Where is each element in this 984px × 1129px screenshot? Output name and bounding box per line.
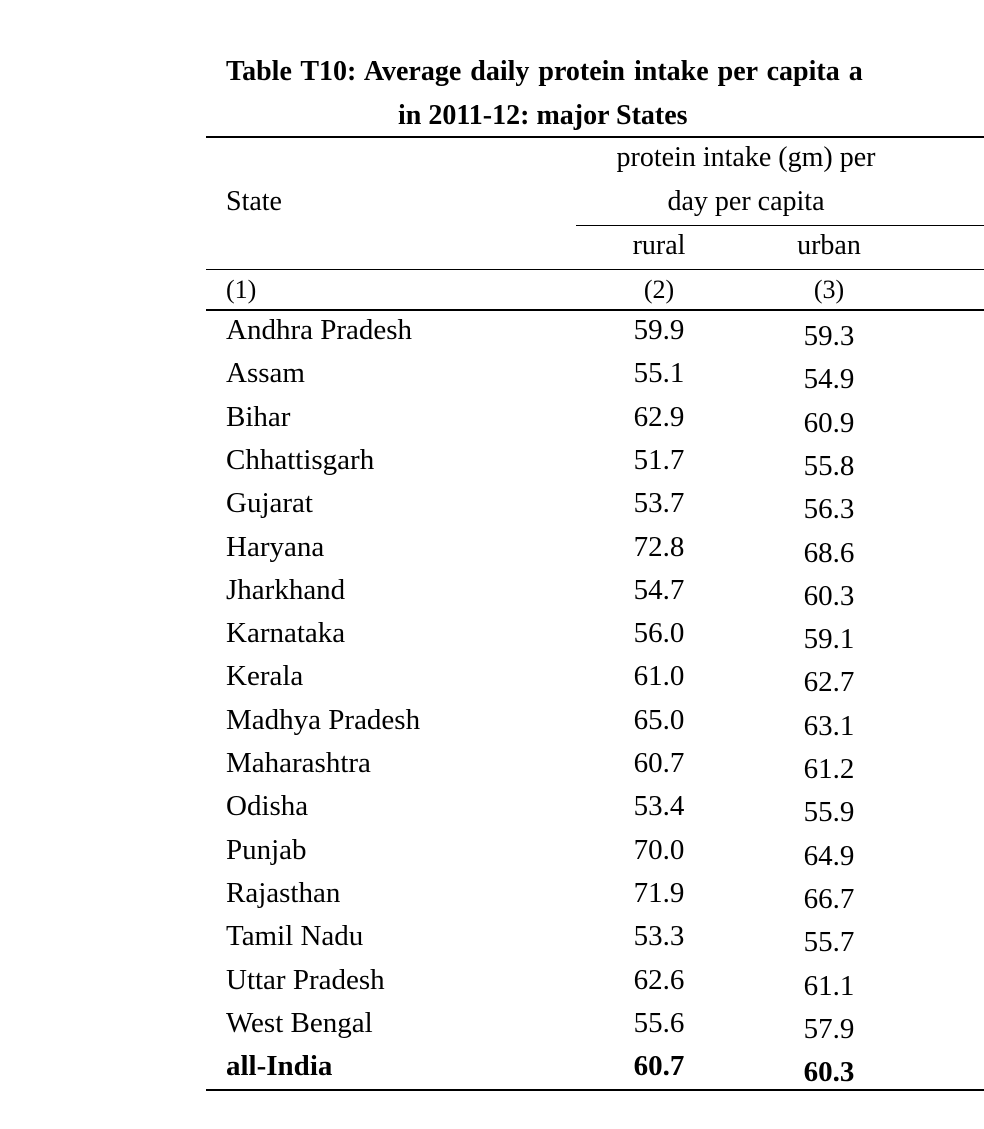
table-row xyxy=(0,700,984,743)
cell-urban: 59.3 xyxy=(803,320,855,352)
cell-state: Tamil Nadu xyxy=(226,920,364,953)
table-row xyxy=(0,570,984,613)
cell-urban: 60.3 xyxy=(803,579,855,612)
cell-state: Rajasthan xyxy=(226,876,341,909)
table-title-line-1: Table T10: Average daily protein intake per capita a xyxy=(226,56,863,87)
cell-rural: 53.4 xyxy=(633,790,685,823)
cell-rural: 70.0 xyxy=(633,833,685,866)
table-row xyxy=(0,743,984,786)
table-row xyxy=(0,960,984,1003)
cell-rural: 72.8 xyxy=(633,530,685,563)
cell-urban: 57.9 xyxy=(803,1012,855,1045)
header-group-line-2: day per capita xyxy=(667,186,825,217)
header-rule xyxy=(206,269,984,270)
cell-rural: 71.9 xyxy=(633,876,685,909)
col-number-3: (3) xyxy=(813,275,845,304)
cell-urban: 60.9 xyxy=(803,406,855,439)
cell-urban: 59.1 xyxy=(803,623,855,656)
cell-state: Odisha xyxy=(226,790,309,823)
cell-urban: 55.8 xyxy=(803,449,855,482)
cell-rural: 62.6 xyxy=(633,963,685,996)
table-row xyxy=(0,310,984,353)
cell-rural: 60.7 xyxy=(633,747,685,779)
table-row xyxy=(0,397,984,440)
table-row xyxy=(0,613,984,656)
cell-state: Andhra Pradesh xyxy=(226,314,413,346)
cell-state: Uttar Pradesh xyxy=(226,963,385,996)
cell-state: Jharkhand xyxy=(226,573,346,606)
cell-urban: 54.9 xyxy=(803,363,855,396)
table-row-total xyxy=(0,1046,984,1089)
cell-state: Punjab xyxy=(226,833,307,866)
table-row xyxy=(0,916,984,959)
col-number-2: (2) xyxy=(643,275,675,304)
table-row xyxy=(0,440,984,483)
cell-urban: 55.9 xyxy=(803,796,855,829)
cell-urban: 61.2 xyxy=(803,753,855,785)
header-state: State xyxy=(226,186,282,217)
cell-rural: 56.0 xyxy=(633,617,685,650)
cell-urban: 64.9 xyxy=(803,839,855,872)
cell-state: Gujarat xyxy=(226,487,313,520)
cell-urban: 68.6 xyxy=(803,536,855,569)
cell-rural: 55.1 xyxy=(633,357,685,390)
cell-state: West Bengal xyxy=(226,1006,373,1039)
cell-urban: 56.3 xyxy=(803,493,855,526)
cell-rural: 61.0 xyxy=(633,660,685,693)
cell-state: Madhya Pradesh xyxy=(226,703,421,736)
cell-urban: 63.1 xyxy=(803,709,855,742)
cell-state: all-India xyxy=(226,1050,333,1083)
cell-state: Kerala xyxy=(226,660,304,693)
cell-urban: 66.7 xyxy=(803,882,855,915)
header-group-line-1: protein intake (gm) per xyxy=(616,142,876,173)
cell-state: Bihar xyxy=(226,400,291,433)
cell-rural: 54.7 xyxy=(633,573,685,606)
cell-rural: 62.9 xyxy=(633,400,685,433)
header-urban: urban xyxy=(797,230,861,261)
table-title-line-2: in 2011-12: major States xyxy=(398,100,688,131)
table-row xyxy=(0,830,984,873)
cell-rural: 53.7 xyxy=(633,487,685,520)
cell-state: Maharashtra xyxy=(226,747,371,779)
cell-state: Haryana xyxy=(226,530,325,563)
cell-rural: 53.3 xyxy=(633,920,685,953)
table-row xyxy=(0,527,984,570)
cell-rural: 55.6 xyxy=(633,1006,685,1039)
table-row xyxy=(0,353,984,396)
table-row xyxy=(0,656,984,699)
cell-rural: 51.7 xyxy=(633,443,685,476)
cell-state: Chhattisgarh xyxy=(226,443,375,476)
table-row xyxy=(0,1003,984,1046)
cell-rural: 59.9 xyxy=(633,314,685,346)
table-row xyxy=(0,483,984,526)
table-row xyxy=(0,873,984,916)
bottom-rule xyxy=(206,1089,984,1091)
cell-rural: 65.0 xyxy=(633,703,685,736)
cell-rural: 60.7 xyxy=(633,1050,685,1083)
table-row xyxy=(0,786,984,829)
cell-urban: 62.7 xyxy=(803,666,855,699)
header-rural: rural xyxy=(632,230,686,261)
cell-urban: 55.7 xyxy=(803,926,855,959)
table-title xyxy=(226,50,984,138)
cell-urban: 60.3 xyxy=(803,1056,855,1089)
cell-state: Karnataka xyxy=(226,617,346,650)
cell-urban: 61.1 xyxy=(803,969,855,1002)
cell-state: Assam xyxy=(226,357,305,390)
col-number-1: (1) xyxy=(226,275,257,304)
